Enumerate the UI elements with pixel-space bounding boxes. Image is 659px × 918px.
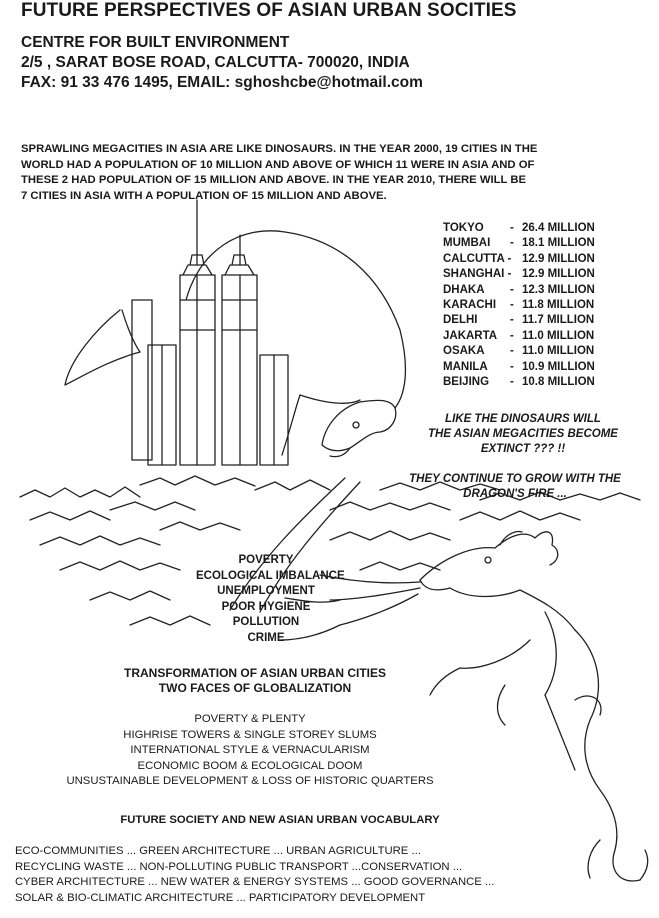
list-item: CRIME	[247, 631, 285, 644]
problems-list	[196, 553, 345, 646]
address-line: 2/5 , SARAT BOSE ROAD, CALCUTTA- 700020, INDIA	[21, 54, 410, 71]
vocabulary-list	[15, 844, 494, 906]
list-item: ECONOMIC BOOM & ECOLOGICAL DOOM	[137, 759, 363, 772]
intro-paragraph	[21, 142, 621, 204]
intro-line: THESE 2 HAD POPULATION OF 15 MILLION AND ABOVE. IN THE YEAR 2010, THERE WILL BE	[21, 174, 527, 186]
list-item: POVERTY	[238, 554, 294, 566]
list-item: JAKARTA - 11.0 MILLION	[443, 329, 595, 342]
future-heading: FUTURE SOCIETY AND NEW ASIAN URBAN VOCABULARY	[120, 814, 440, 826]
list-item: ECOLOGICAL IMBALANCE	[196, 569, 345, 582]
list-item: MANILA - 10.9 MILLION	[443, 360, 595, 373]
list-item: DELHI - 11.7 MILLION	[443, 314, 595, 327]
list-item: UNEMPLOYMENT	[217, 585, 315, 597]
list-item: SOLAR & BIO-CLIMATIC ARCHITECTURE ... PARTICIPATORY DEVELOPMENT	[15, 891, 426, 904]
list-item: RECYCLING WASTE ... NON-POLLUTING PUBLIC TRANSPORT ...CONSERVATION ...	[15, 860, 463, 873]
list-item: POVERTY & PLENTY	[194, 713, 306, 725]
list-item: CYBER ARCHITECTURE ... NEW WATER & ENERGY SYSTEMS ... GOOD GOVERNANCE ...	[15, 876, 495, 889]
contact-line: FAX: 91 33 476 1495, EMAIL: sghoshcbe@hotmail.com	[21, 74, 423, 91]
list-item: DHAKA - 12.3 MILLION	[443, 283, 595, 296]
intro-line: 7 CITIES IN ASIA WITH A POPULATION OF 15 MILLION AND ABOVE.	[21, 189, 387, 202]
dinosaur-note: LIKE THE DINOSAURS WILL THE ASIAN MEGACITIES BECOME EXTINCT ??? !!	[428, 413, 618, 455]
list-item: INTERNATIONAL STYLE & VERNACULARISM	[130, 744, 370, 756]
page-title: FUTURE PERSPECTIVES OF ASIAN URBAN SOCITIES	[21, 0, 517, 21]
intro-line: SPRAWLING MEGACITIES IN ASIA ARE LIKE DINOSAURS. IN THE YEAR 2000, 19 CITIES IN THE	[21, 143, 538, 155]
organization-name: CENTRE FOR BUILT ENVIRONMENT	[21, 34, 290, 51]
list-item: POOR HYGIENE	[221, 600, 311, 613]
list-item: TOKYO - 26.4 MILLION	[443, 222, 595, 234]
list-item: POLLUTION	[232, 616, 300, 628]
list-item: KARACHI - 11.8 MILLION	[443, 299, 595, 312]
list-item: SHANGHAI - 12.9 MILLION	[443, 268, 595, 281]
city-population-list	[443, 221, 622, 390]
list-item: CALCUTTA - 12.9 MILLION	[443, 252, 595, 265]
list-item: MUMBAI - 18.1 MILLION	[443, 237, 595, 250]
list-item: ECO-COMMUNITIES ... GREEN ARCHITECTURE ... URBAN AGRICULTURE ...	[15, 845, 421, 857]
transformation-heading: TRANSFORMATION OF ASIAN URBAN CITIES TWO FACES OF GLOBALIZATION	[124, 666, 386, 695]
list-item: UNSUSTAINABLE DEVELOPMENT & LOSS OF HISTORIC QUARTERS	[66, 775, 434, 787]
intro-line: WORLD HAD A POPULATION OF 10 MILLION AND ABOVE OF WHICH 11 WERE IN ASIA AND OF	[21, 158, 535, 171]
skyscrapers-drawing	[132, 200, 288, 465]
list-item: HIGHRISE TOWERS & SINGLE STOREY SLUMS	[123, 728, 377, 741]
list-item: BEIJING - 10.8 MILLION	[443, 376, 595, 389]
dragon-drawing	[420, 532, 648, 881]
dragon-note: THEY CONTINUE TO GROW WITH THE DRAGON'S FIRE ...	[409, 473, 621, 500]
globalization-faces-list	[40, 712, 460, 790]
list-item: OSAKA - 11.0 MILLION	[443, 345, 595, 358]
